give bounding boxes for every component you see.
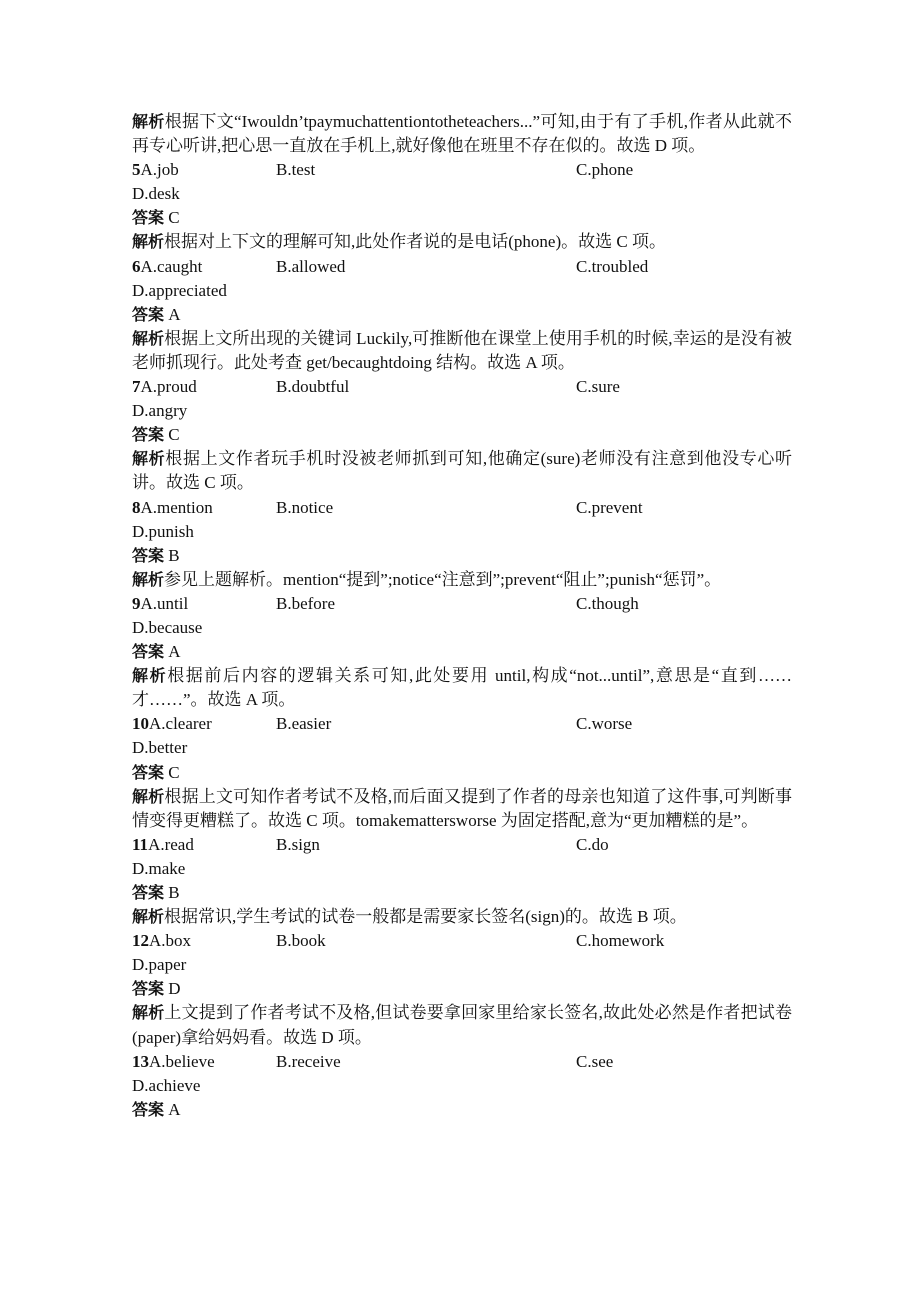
answer-value: A: [168, 642, 181, 662]
option-text: B.notice: [276, 497, 334, 517]
option-text: D.because: [132, 617, 203, 637]
question-block: [132, 592, 792, 712]
option: [132, 182, 432, 206]
option: [576, 158, 720, 182]
option-text: B.before: [276, 593, 336, 613]
option: [276, 1050, 576, 1074]
answer-line: [132, 544, 792, 568]
option: [576, 833, 720, 857]
answer-value: A: [168, 1099, 181, 1119]
option-text: D.desk: [132, 184, 180, 204]
option-text: A.read: [148, 834, 194, 854]
option: [576, 255, 720, 279]
analysis-text: 根据前后内容的逻辑关系可知,此处要用 until,构成“not...until”,意思是“直到……才……”。故选 A 项。: [132, 666, 792, 710]
option: [132, 616, 432, 640]
option-text: D.punish: [132, 521, 194, 541]
analysis-label: 解析: [132, 666, 168, 686]
option-text: D.paper: [132, 955, 187, 975]
analysis-label: 解析: [132, 112, 165, 131]
answer-line: [132, 761, 792, 785]
option: [576, 592, 720, 616]
analysis-label: 解析: [132, 569, 165, 589]
question-block: [132, 255, 792, 375]
analysis-line: [132, 664, 792, 712]
options-grid: [132, 929, 792, 977]
question-number: 12: [132, 931, 149, 951]
option-text: A.box: [149, 931, 192, 951]
answer-label: 答案: [132, 208, 165, 228]
options-grid: [132, 712, 792, 760]
option: [132, 953, 432, 977]
analysis-text: 上文提到了作者考试不及格,但试卷要拿回家里给家长签名,故此处必然是作者把试卷(paper)拿给妈妈看。故选 D 项。: [132, 1003, 792, 1047]
question-number: 5: [132, 160, 141, 180]
analysis-line: [132, 785, 792, 833]
analysis-text: 根据常识,学生考试的试卷一般都是需要家长签名(sign)的。故选 B 项。: [164, 907, 687, 927]
option-text: B.test: [276, 160, 316, 180]
question-number: 7: [132, 377, 141, 397]
question-block: [132, 375, 792, 495]
analysis-line: [132, 568, 792, 592]
analysis-label: 解析: [132, 786, 165, 806]
option: [132, 279, 432, 303]
option: [276, 929, 576, 953]
question-block: [132, 496, 792, 592]
option-text: B.sign: [276, 834, 320, 854]
answer-value: D: [168, 979, 181, 999]
option-text: C.troubled: [576, 256, 649, 276]
option-text: C.sure: [576, 377, 620, 397]
analysis-text: 根据下文“Iwouldn’tpaymuchattentiontotheteachers...”可知,由于有了手机,作者从此就不再专心听讲,把心思一直放在手机上,就好像他在班里不存在似的。故选 D 项。: [132, 112, 792, 156]
option: [576, 1050, 720, 1074]
option-text: C.though: [576, 593, 639, 613]
analysis-text: 根据上文所出现的关键词 Luckily,可推断他在课堂上使用手机的时候,幸运的是没有被老师抓现行。此处考查 get/becaughtdoing 结构。故选 A 项。: [132, 328, 792, 372]
question-block: [132, 158, 792, 254]
answer-label: 答案: [132, 304, 165, 324]
options-grid: [132, 255, 792, 303]
option-text: C.prevent: [576, 497, 643, 517]
answer-value: C: [168, 762, 180, 782]
option: [132, 592, 276, 616]
analysis-text: 参见上题解析。mention“提到”;notice“注意到”;prevent“阻止”;punish“惩罚”。: [164, 569, 722, 589]
option: [276, 255, 576, 279]
question-number: 13: [132, 1051, 149, 1071]
option-text: B.doubtful: [276, 377, 350, 397]
analysis-line: [132, 1001, 792, 1049]
question-number: 10: [132, 714, 149, 734]
answer-line: [132, 640, 792, 664]
option-text: C.see: [576, 1051, 614, 1071]
answer-label: 答案: [132, 1099, 165, 1119]
option-text: A.mention: [140, 497, 213, 517]
question-number: 9: [132, 593, 141, 613]
answer-label: 答案: [132, 425, 165, 445]
answer-key-page: [132, 110, 792, 1122]
option: [132, 520, 432, 544]
option-text: C.do: [576, 834, 609, 854]
option-text: C.homework: [576, 931, 665, 951]
option: [132, 712, 276, 736]
option: [276, 592, 576, 616]
option: [132, 1074, 432, 1098]
option: [132, 375, 276, 399]
option: [132, 158, 276, 182]
answer-value: A: [168, 304, 181, 324]
analysis-label: 解析: [132, 232, 165, 252]
option-text: D.make: [132, 858, 186, 878]
option: [576, 929, 720, 953]
option: [132, 1050, 276, 1074]
option-text: A.clearer: [149, 714, 212, 734]
question-block: [132, 712, 792, 832]
analysis-text: 根据对上下文的理解可知,此处作者说的是电话(phone)。故选 C 项。: [164, 232, 666, 252]
answer-label: 答案: [132, 545, 165, 565]
analysis-text: 根据上文作者玩手机时没被老师抓到可知,他确定(sure)老师没有注意到他没专心听讲。故选 C 项。: [132, 449, 792, 493]
answer-line: [132, 206, 792, 230]
question-number: 11: [132, 834, 149, 854]
option-text: B.allowed: [276, 256, 346, 276]
answer-value: C: [168, 208, 180, 228]
answer-line: [132, 303, 792, 327]
option: [132, 399, 432, 423]
options-grid: [132, 375, 792, 423]
option: [132, 929, 276, 953]
analysis-label: 解析: [132, 449, 166, 469]
answer-value: C: [168, 425, 180, 445]
option-text: A.believe: [149, 1051, 215, 1071]
option: [276, 375, 576, 399]
options-grid: [132, 158, 792, 206]
option: [276, 833, 576, 857]
option: [576, 496, 720, 520]
options-grid: [132, 496, 792, 544]
option-text: A.until: [140, 593, 189, 613]
analysis-text: 根据上文可知作者考试不及格,而后面又提到了作者的母亲也知道了这件事,可判断事情变得更糟糕了。故选 C 项。tomakemattersworse 为固定搭配,意为“更加糟糕的是”。: [132, 786, 792, 830]
option-text: D.better: [132, 738, 188, 758]
analysis-line: [132, 230, 792, 254]
question-block: [132, 833, 792, 929]
analysis-line: [132, 905, 792, 929]
option: [576, 375, 720, 399]
analysis-line: [132, 327, 792, 375]
analysis-line: [132, 447, 792, 495]
answer-value: B: [168, 883, 180, 902]
option: [132, 736, 432, 760]
option: [576, 712, 720, 736]
option-text: B.receive: [276, 1051, 341, 1071]
option-text: C.phone: [576, 160, 634, 180]
option: [132, 833, 276, 857]
answer-line: [132, 1098, 792, 1122]
answer-line: [132, 423, 792, 447]
answer-label: 答案: [132, 979, 165, 999]
question-list: [132, 158, 792, 1122]
option-text: A.proud: [140, 377, 197, 397]
option-text: B.easier: [276, 714, 332, 734]
option: [132, 857, 432, 881]
answer-value: B: [168, 545, 180, 565]
option-text: D.achieve: [132, 1075, 201, 1095]
option-text: C.worse: [576, 714, 633, 734]
option-text: D.angry: [132, 401, 188, 421]
option: [276, 712, 576, 736]
option-text: D.appreciated: [132, 280, 227, 300]
option-text: A.caught: [140, 256, 203, 276]
answer-label: 答案: [132, 642, 165, 662]
analysis-label: 解析: [132, 907, 165, 927]
option: [132, 496, 276, 520]
answer-line: [132, 881, 792, 905]
intro-analysis: [132, 110, 792, 158]
options-grid: [132, 592, 792, 640]
question-block: [132, 929, 792, 1049]
options-grid: [132, 1050, 792, 1098]
question-block: [132, 1050, 792, 1122]
options-grid: [132, 833, 792, 881]
question-number: 8: [132, 497, 141, 517]
answer-label: 答案: [132, 762, 165, 782]
analysis-label: 解析: [132, 328, 165, 348]
option-text: A.job: [140, 160, 179, 180]
analysis-label: 解析: [132, 1003, 165, 1023]
option: [276, 496, 576, 520]
option-text: B.book: [276, 931, 326, 951]
question-number: 6: [132, 256, 141, 276]
option: [132, 255, 276, 279]
answer-line: [132, 977, 792, 1001]
option: [276, 158, 576, 182]
answer-label: 答案: [132, 883, 165, 902]
